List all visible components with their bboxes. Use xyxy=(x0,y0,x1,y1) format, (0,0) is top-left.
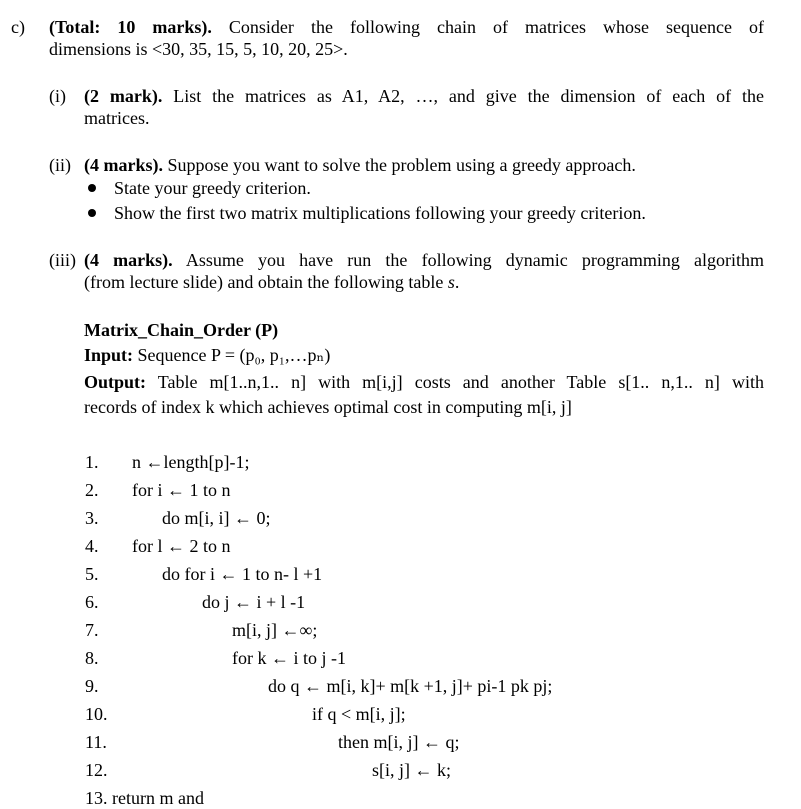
algorithm-output-line1 xyxy=(84,371,764,393)
algorithm-output-label: Output: xyxy=(84,372,147,392)
part-iii-line2-pre: (from lecture slide) and obtain the following table xyxy=(84,272,444,292)
part-iii-line1 xyxy=(84,249,764,271)
code-line: do j ← i + l -1 xyxy=(202,592,306,612)
algorithm-input xyxy=(84,344,330,366)
line-number: 5. xyxy=(85,564,99,584)
part-i-line1 xyxy=(84,85,764,107)
line-number: 1. xyxy=(85,452,99,472)
part-iii-line2 xyxy=(84,271,459,293)
part-ii-bullet-2: Show the first two matrix multiplications following your greedy criterion. xyxy=(114,203,646,223)
question-marks: (Total: 10 marks). xyxy=(49,17,212,37)
line-number: 9. xyxy=(85,676,99,696)
line-number: 4. xyxy=(85,536,99,556)
question-label: c) xyxy=(11,17,25,37)
part-iii-label: (iii) xyxy=(49,250,76,270)
code-line xyxy=(85,787,204,809)
code-line: do for i ← 1 to n- l +1 xyxy=(162,564,323,584)
line-number: 10. xyxy=(85,704,108,724)
code-line-text: return m and xyxy=(112,788,204,808)
bullet-icon xyxy=(88,184,96,192)
line-number: 13. xyxy=(85,788,108,808)
part-ii-label: (ii) xyxy=(49,155,71,175)
question-intro-text: Consider the following chain of matrices whose sequence of xyxy=(228,17,765,37)
question-intro-line2: dimensions is <30, 35, 15, 5, 10, 20, 25>. xyxy=(49,39,348,59)
bullet-icon xyxy=(88,209,96,217)
part-ii-text: Suppose you want to solve the problem using a greedy approach. xyxy=(167,155,636,175)
part-ii-bullet-1: State your greedy criterion. xyxy=(114,178,311,198)
line-number: 6. xyxy=(85,592,99,612)
code-line: for i ← 1 to n xyxy=(132,480,231,500)
part-iii-line2-var: s xyxy=(447,272,455,292)
line-number: 12. xyxy=(85,760,108,780)
algorithm-output-line2: records of index k which achieves optimal cost in computing m[i, j] xyxy=(84,397,572,417)
part-iii-marks: (4 marks). xyxy=(84,250,173,270)
code-line: n ←length[p]-1; xyxy=(132,452,250,472)
code-line: if q < m[i, j]; xyxy=(312,704,406,724)
line-number: 8. xyxy=(85,648,99,668)
code-line: s[i, j] ← k; xyxy=(372,760,451,780)
code-line: do m[i, i] ← 0; xyxy=(162,508,271,528)
algorithm-title: Matrix_Chain_Order (P) xyxy=(84,320,279,340)
part-ii-marks: (4 marks). xyxy=(84,155,163,175)
line-number: 3. xyxy=(85,508,99,528)
algorithm-output-text: Table m[1..n,1.. n] with m[i,j] costs and another Table s[1.. n,1.. n] with xyxy=(157,372,764,392)
part-i-marks: (2 mark). xyxy=(84,86,163,106)
question-intro xyxy=(49,16,764,38)
algorithm-input-label: Input: xyxy=(84,345,134,365)
code-line: then m[i, j] ← q; xyxy=(338,732,460,752)
part-ii-line1 xyxy=(84,154,636,176)
part-i-text: List the matrices as A1, A2, …, and give the dimension of each of the xyxy=(173,86,765,106)
part-iii-text: Assume you have run the following dynamic programming algorithm xyxy=(185,250,764,270)
code-line: for k ← i to j -1 xyxy=(232,648,346,668)
code-line: for l ← 2 to n xyxy=(132,536,231,556)
line-number: 11. xyxy=(85,732,107,752)
line-number: 2. xyxy=(85,480,99,500)
part-i-label: (i) xyxy=(49,86,66,106)
part-i-line2: matrices. xyxy=(84,108,150,128)
code-line: do q ← m[i, k]+ m[k +1, j]+ pi-1 pk pj; xyxy=(268,676,553,696)
code-line: m[i, j] ←∞; xyxy=(232,620,318,640)
line-number: 7. xyxy=(85,620,99,640)
algorithm-input-text: Sequence P = (p₀, p₁,…pₙ) xyxy=(137,345,331,365)
part-iii-line2-post: . xyxy=(454,272,460,292)
